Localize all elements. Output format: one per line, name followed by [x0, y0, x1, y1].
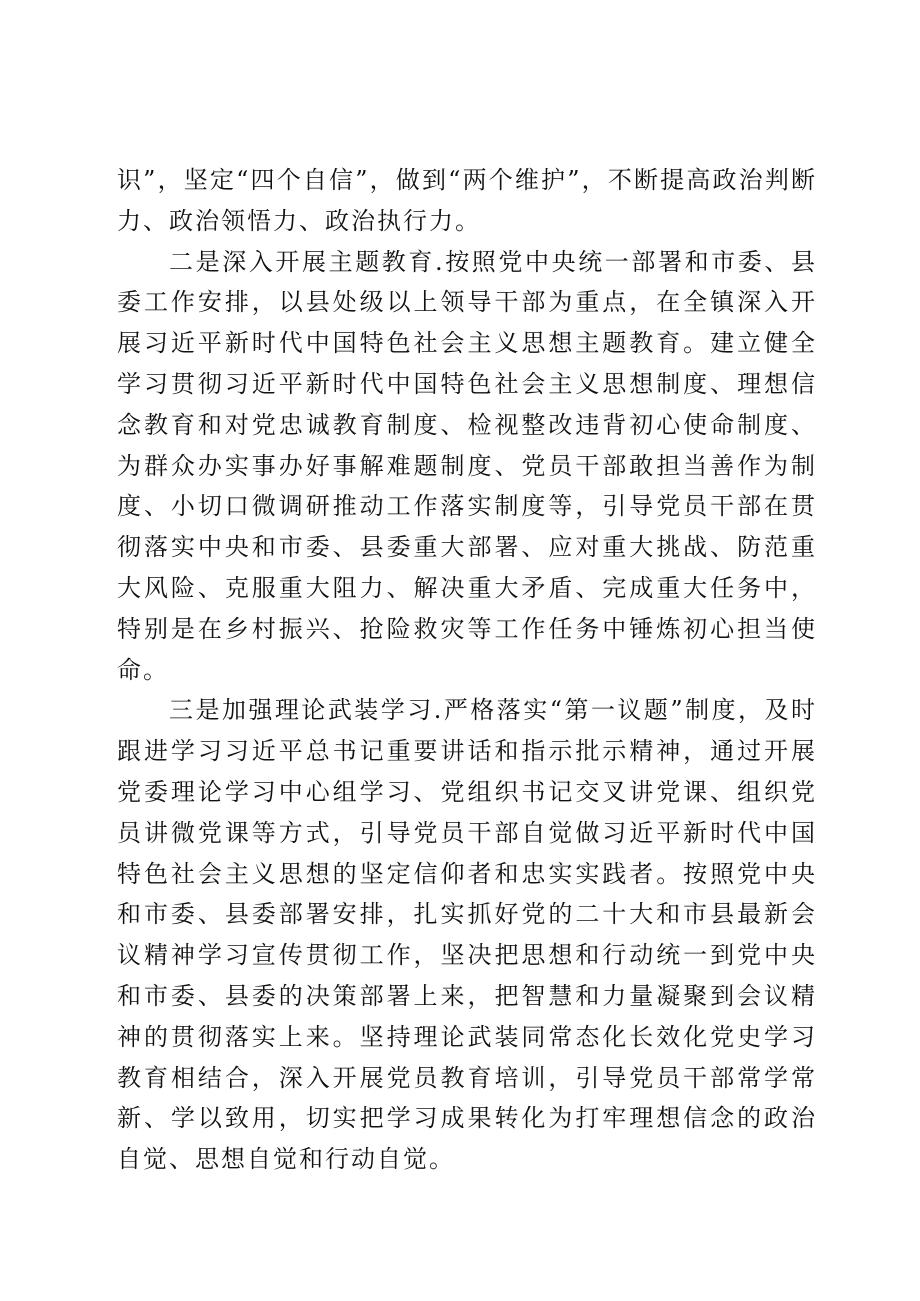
paragraph-theme-education: 二是深入开展主题教育.按照党中央统一部署和市委、县委工作安排，以县处级以上领导干部为重点，在全镇深入开展习近平新时代中国特色社会主义思想主题教育。建立健全学习贯彻习近平新时代中国特色社会主义思想制度、理想信念教育和对党忠诚教育制度、检视整改违背初心使命制度、为群众办实事办好事解难题制度、党员干部敢担当善作为制度、小切口微调研推动工作落实制度等，引导党员干部在贯彻落实中央和市委、县委重大部署、应对重大挑战、防范重大风险、克服重大阻力、解决重大矛盾、完成重大任务中，特别是在乡村振兴、抢险救灾等工作任务中锤炼初心担当使命。	[117, 247, 817, 684]
paragraph-continuation: 识”，坚定“四个自信”，做到“两个维护”，不断提高政治判断力、政治领悟力、政治执行力。	[117, 166, 817, 235]
paragraph-theory-study: 三是加强理论武装学习.严格落实“第一议题”制度，及时跟进学习习近平总书记重要讲话和指示批示精神，通过开展党委理论学习中心组学习、党组织书记交叉讲党课、组织党员讲微党课等方式，引导党员干部自觉做习近平新时代中国特色社会主义思想的坚定信仰者和忠实实践者。按照党中央和市委、县委部署安排，扎实抓好党的二十大和市县最新会议精神学习宣传贯彻工作，坚决把思想和行动统一到党中央和市委、县委的决策部署上来，把智慧和力量凝聚到会议精神的贯彻落实上来。坚持理论武装同常态化长效化党史学习教育相结合，深入开展党员教育培训，引导党员干部常学常新、学以致用，切实把学习成果转化为打牢理想信念的政治自觉、思想自觉和行动自觉。	[117, 696, 817, 1174]
document-body	[117, 160, 817, 1180]
